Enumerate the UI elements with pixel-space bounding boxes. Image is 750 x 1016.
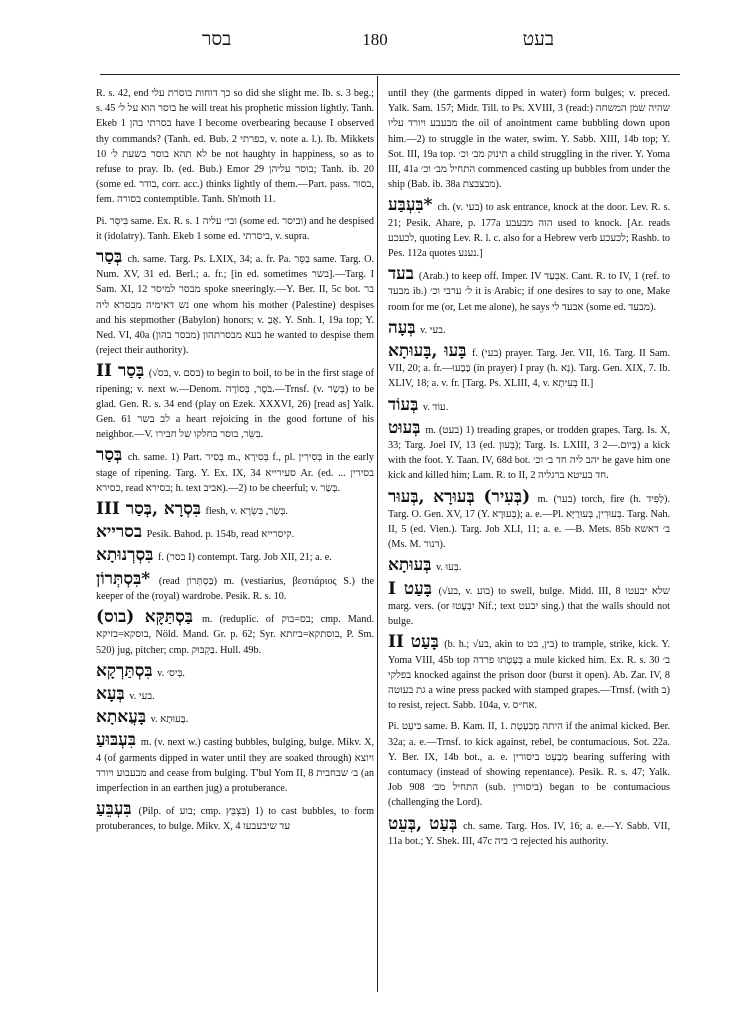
entry-text: m. (reduplic. of בס=בוק; cmp. Mand. בוסקא=בזיקא, Nöld. Mand. Gr. p. 62; Syr. בוסתקא=ביזתא, P. Sm. 520) jug, pitcher; cmp. בַּקְבּוּק. Hull. 49b. [96, 614, 375, 656]
entry-text: v. בָּעוּתָא. [150, 714, 189, 726]
dictionary-entry [388, 813, 671, 849]
dictionary-entry [388, 394, 670, 415]
entry-text: Pi. בִּיעֵט same. B. Kam. II, 1. היתה מְבַעֶטֶת if the animal kicked. Ber. 32a; a. e.—Trnsf. to kick against, rebel, be contumacious. Sot. 22a. Y. Ber. IX, 14b bot., a. e. מְבַעֵט ביסורין bearing suffering with contumacy (instead of showing repentance). Pesik. R. s. 47; Yalk. Job 908 התחיל מב׳ (sub. ביסורין) began to be contumacious (challenging the Lord). [388, 721, 671, 809]
entry-headword: בְּעוֹד [388, 394, 419, 415]
entry-headword: בִּסְתַּרְקָא [96, 660, 153, 681]
dictionary-entry [96, 607, 375, 658]
entry-headword: בִּסְרְנוּתָא [96, 545, 154, 566]
entry-text: v. בעי. [420, 324, 446, 336]
entry-headword: בְּעָא [96, 683, 125, 704]
dictionary-entry [388, 578, 671, 630]
entry-headword: בָּסַר II [96, 361, 145, 382]
entry-text: (read בַּסְתְּרוֹן) m. (vestiarius, βεστιάριος S.) the keeper of the (royal) wardrobe. Pesik. R. s. 10. [96, 575, 374, 602]
entry-text: (Pilp. of בוע; cmp. בִּצְבֵּץ) 1) to cast bubbles, to form protuberances, to bulge. Mikv. X, 4 עד שיבעבעו [96, 806, 375, 833]
dictionary-entry [388, 486, 671, 553]
dictionary-entry [388, 86, 670, 192]
column-divider [377, 76, 378, 992]
entry-headword: *בִּסְתְּרוֹן [96, 568, 151, 589]
entry-text: v. עוֹד. [422, 401, 449, 413]
entry-headword: בִּעְבּוּעַ [96, 730, 136, 751]
header-rule [100, 74, 680, 75]
dictionary-entry [96, 707, 374, 728]
dictionary-entry [388, 341, 670, 392]
dictionary-entry [388, 264, 670, 315]
entry-headword: בִּעְבֵּעַ [96, 799, 132, 820]
entry-headword: בְּעַט ,בְּעֵט [388, 813, 458, 834]
dictionary-entry [96, 660, 374, 681]
entry-headword: בעד [388, 264, 414, 285]
entry-headword: *בִּעְבַּע [388, 195, 433, 216]
running-headword-right: בעט [522, 28, 554, 50]
entry-headword: בְּעָה [388, 317, 416, 338]
entry-text: Pi. בִּיסֵּר same. Ex. R. s. 1 ובי׳ עליה (some ed. וביסר) and he despised it (idolatry). Tanh. Ekeb 1 some ed. ביסרתי, v. supra. [96, 215, 374, 242]
dictionary-entry [96, 214, 374, 244]
entry-headword: בָּעוּ ,בָּעוּתָא [388, 341, 467, 362]
entry-text: v. בְּעוּ. [436, 562, 462, 574]
entry-text: v. בְּיס׳. [157, 667, 185, 679]
entry-headword: בְּעוּתָא [388, 555, 432, 576]
entry-text: (√בס, v. בסם) to begin to boil, to be in the first stage of ripening; v. next w.—Denom. בֹּסֶר, בְּסוֹרָה.—Trnsf. (v. בְּשַׂר) to be glad. Gen. R. s. 34 end (play on Ezek. XXXVI, 26) [read as] Yalk. Gen. 61 לב בשר a heart rejoicing in the good fortune of his neighbor.—V. בִּשֵּׂר, בוסר בחלקו של חבירו. [96, 368, 374, 441]
dictionary-entry [388, 317, 670, 338]
dictionary-entry [96, 730, 374, 796]
entry-headword: בִּסְרָא ,בְּסַר III [96, 499, 201, 520]
entry-headword: בסרייא [96, 522, 143, 543]
dictionary-entry [388, 632, 671, 713]
dictionary-entry [388, 417, 671, 484]
entry-text: ch. same. 1) Part. בָּסִיר m., בְּסִירָא f., pl. בְּסִירִין in the early stage of ripening. Targ. Y. Ex. IX, 34 סעירייא Ar. (ed. בסירין ... כסירא, read בסירא; h. text אביב).—2) to be cheerful; v. בְּשַׂר. [96, 452, 374, 494]
entry-text: ch. same. Targ. Ps. LXIX, 34; a. fr. Pa. בַּסֵּר same. Targ. O. Num. XV, 31 ed. Berl.; a. fr.; [in ed. sometimes בשר].—Targ. I Sam. XI, 12 מבסר למיסר spoke sneeringly.—Y. Ber. II, 5c bot. בר נש דאימיה מבסרא ליה one whom his mother (Palestine) despises and his stepmother (Babylon) honors; v. אֲבָ. Y. Snh. I, 19a top; Y. Ned. VI, 40a בעא מבסרתהון (מבסר בהון) he wanted to despise them (reject their authority). [96, 254, 375, 357]
dictionary-entry [96, 522, 374, 543]
entry-text: ch. same. Targ. Hos. IV, 16; a. e.—Y. Sabb. VII, 11a bot.; Y. Shek. III, 47c ב׳ ביה rejected his authority. [388, 820, 671, 847]
entry-headword: בַּסְתַּקָּא (בוס) [96, 607, 193, 628]
dictionary-entry [96, 445, 374, 496]
entry-text: v. בעי. [129, 690, 155, 702]
running-headword-left: בסר [202, 28, 232, 50]
dictionary-entry [388, 555, 670, 576]
entry-text: R. s. 42, end כך דוחות בוסרת עלי so did she slight me. Ib. s. 3 beg.; s. 45 בוסר הוא על ל׳ he will treat his prophetic mission lightly. Tanh. Ekeb 1 בסרתי בהן have I become overbearing because I observed thy commands? (Tanh. ed. Bub. 2 כפרתי, v. note a. l.). Ib. Mikkets 10 לא תהא בוסר בשעת ל׳ be not haughty in happiness, so as to refuse to pray. Ib. (ed. Bub.) Emor 29 בוסר עליהן; Tanh. ib. 20 (some ed. בודר, corr. acc.) thinks lightly of them.—Part. pass. בסור, fem. בסורה contemptible. Tanh. Sh'moth 11. [96, 88, 375, 206]
entry-headword: בָּעֲאתָא [96, 707, 147, 728]
dictionary-entry [96, 86, 374, 208]
dictionary-entry [96, 247, 375, 358]
entry-text: m. (v. next w.) casting bubbles, bulging, bulge. Mikv. X, 4 (of garments dipped in water until they are soaked through) ויוצא מבעבוע ויורד and cease from bulging. T'bul Yom II, 8 ב׳ שבחבית (an imperfection in an earthen jug) a protuberance. [96, 737, 374, 794]
page-number: 180 [362, 30, 388, 49]
entry-headword: בְּסַר [96, 247, 123, 268]
dictionary-entry [96, 683, 374, 704]
entry-text: Pesik. Bahod. p. 154b, read קיסרייא. [146, 529, 295, 541]
entry-text: until they (the garments dipped in water) form bulges; v. preced. Yalk. Sam. 157; Midr. Till. to Ps. XVIII, 3 (read:) שהיה שמן המשחה מבעבע ויורד עליו the oil of anointment came bubbling down upon him.—2) to struggle in the water, swim. Y. Sabb. XIII, 14b top; Y. Sot. III, 19a top. תינוק מב׳ וכ׳ a child struggling in the river. Y. Yoma III, 41a התחיל מב׳ וכ׳ commenced casting up bubbles from under the ship (Bab. ib. 38a מבצבצת). [388, 88, 671, 191]
entry-text: (b. h.; √בע, akin to בין, בט) to trample, strike, kick. Y. Yoma VIII, 45b top בְּעָטָתוּ פרדה a mule kicked him. Ex. R. s. 30 ב׳ בפלקי knocked against the prison door (burst it open). Ab. Zar. IV, 8 גת בעוטה a wine press packed with stamped grapes.—Trnsf. (with ב) to resist, reject. Sabb. 104a, v. אח״ס. [388, 639, 671, 712]
dictionary-entry [388, 719, 670, 810]
dictionary-entry [96, 545, 374, 566]
entry-headword: (בְּעִיר) בְּעוּרָא ,בְּעוּר [388, 486, 531, 507]
entry-headword: בְּסַר [96, 445, 123, 466]
entry-text: (Arab.) to keep off. Imper. IV אַבְעַד. Cant. R. to IV, 1 (ref. to מבעד ib.) ל׳ ערבי וכ׳ it is Arabic; if one desires to say to one, Make room for me (or, Let me alone), he says אבעד לי (some ed. מבעד). [388, 271, 670, 313]
entry-text: (√בע, v. בוע) to swell, bulge. Midd. III, 8 שלא יבעטו marg. vers. (or יִבָּעֲטוּ Nif.; text יבעט sing.) that the walls should not bulge. [388, 585, 671, 628]
dictionary-entry [96, 799, 375, 834]
entry-text: ch. (v. בעי) to ask entrance, knock at the door. Lev. R. s. 21; Pesik. Ahare, p. 177a הוה מבעבע used to knock. [Ar. reads לכעכע, quoting Lev. R. l. c. also for a Hebrew verb לכעכע; Rashb. to Pes. 112a quotes נענע.] [388, 202, 671, 260]
dictionary-entry [96, 499, 374, 520]
dictionary-entry [96, 361, 374, 442]
right-column [388, 86, 670, 855]
left-column [96, 86, 374, 841]
dictionary-entry [96, 568, 374, 604]
entry-headword: בָּעַט I [388, 578, 432, 599]
entry-text: m. (בעט) 1) treading grapes, or trodden grapes. Targ. Is. X, 33; Targ. Joel IV, 13 (ed. בְּעוּן); Targ. Is. LXIII, 3 בְּיוּם.—2) a kick with the foot. Y. Taan. IV, 68d bot. יהב ליה חד ב׳ וכ׳ he gave him one kick and killed him; Lam. R. to II, 2 חד בעיטא ברגליה. [388, 424, 671, 482]
entry-headword: בָּעַט II [388, 632, 439, 653]
entry-text: f. (בסר I) contempt. Targ. Job XII, 21; a. e. [157, 552, 332, 564]
entry-text: f. (בעי) prayer. Targ. Jer. VII, 16. Targ. II Sam. VII, 20; a. fr.—בָּבָעוּ (in prayer) I pray (h. נָא). Targ. Gen. XIX, 7. Ib. XLIV, 18; a. v. fr. [Targ. Ps. XLIII, 4, v. בְּעִיתָא II.] [388, 348, 670, 390]
entry-text: flesh, v. בְּשַׂר, בִּשְׂרָא. [205, 506, 288, 518]
dictionary-entry [388, 195, 671, 261]
page-header [0, 28, 750, 68]
entry-text: m. (בער) torch, fire (h. לַפִּיד). Targ. O. Gen. XV, 17 (Y. בְּעוּרָא); a. e.—Pl. בְּעוּרִין, בְּעוּרַיָּא. Targ. Nah. II, 5 (ed. Vien.). Targ. Job XLI, 11; a. e. —B. Mets. 85b ב׳ דאשא (Ms. M. דנור). [388, 493, 671, 551]
entry-headword: בְּעוּט [388, 417, 421, 438]
